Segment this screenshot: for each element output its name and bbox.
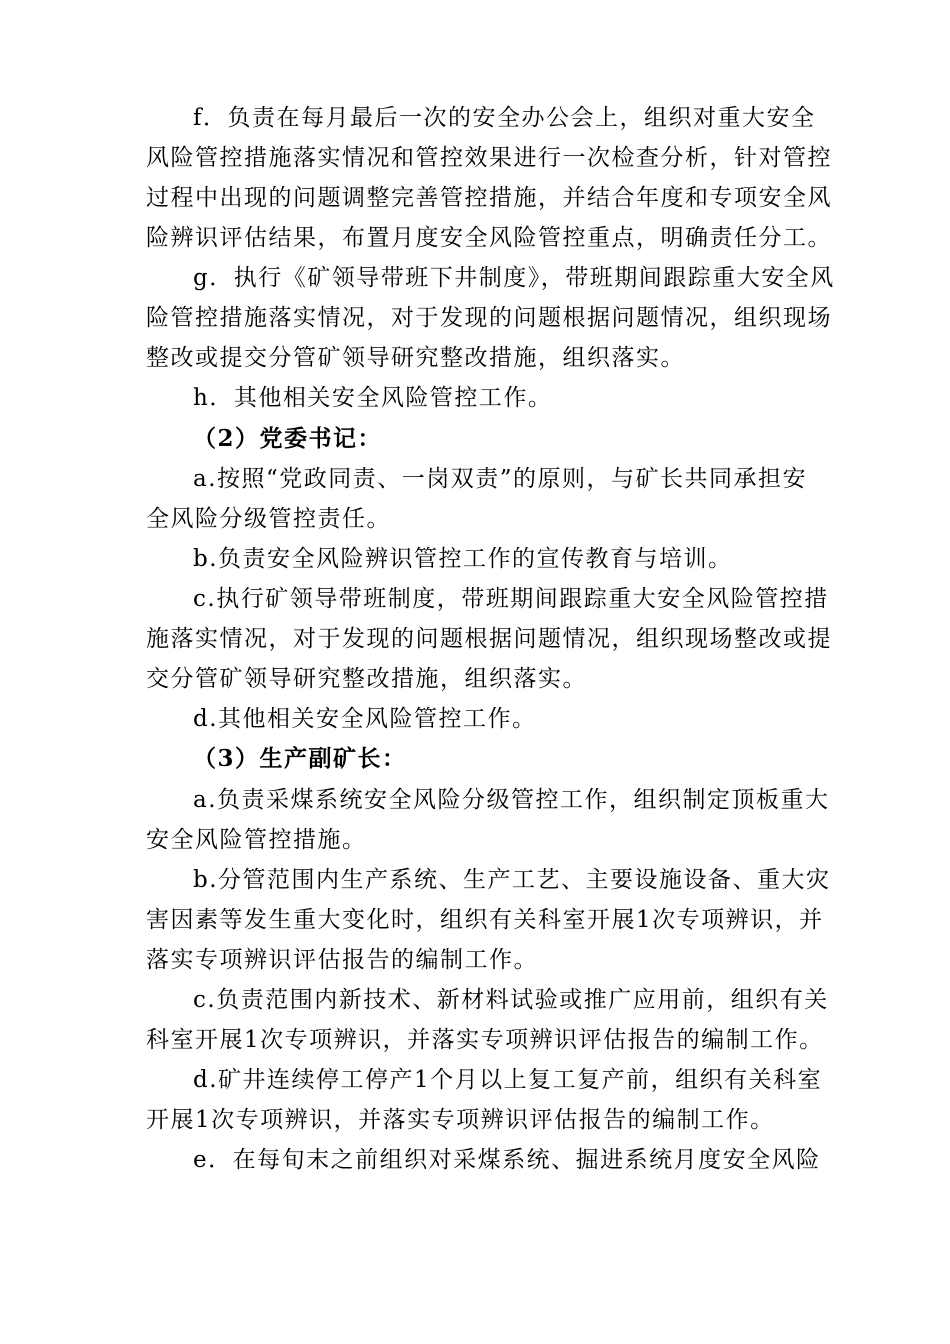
deputy-item-a-line-2: 安全风险管控措施。: [146, 827, 367, 853]
deputy-item-b-line-2: 害因素等发生重大变化时，组织有关科室开展1次专项辨识，并: [146, 907, 824, 933]
secretary-item-b: b.负责安全风险辨识管控工作的宣传教育与培训。: [193, 546, 733, 572]
paragraph-f-line-4: 险辨识评估结果，布置月度安全风险管控重点，明确责任分工。: [146, 225, 832, 251]
deputy-item-d-line-1: d.矿井连续停工停产1个月以上复工复产前，组织有关科室: [193, 1067, 823, 1093]
section-heading-production-deputy: （3）生产副矿长：: [193, 745, 407, 772]
paragraph-g-line-2: 险管控措施落实情况，对于发现的问题根据问题情况，组织现场: [146, 305, 832, 331]
paragraph-g-line-3: 整改或提交分管矿领导研究整改措施，组织落实。: [146, 345, 685, 371]
deputy-item-c-line-2: 科室开展1次专项辨识，并落实专项辨识评估报告的编制工作。: [146, 1027, 824, 1053]
deputy-item-a-line-1: a.负责采煤系统安全风险分级管控工作，组织制定顶板重大: [193, 787, 830, 813]
paragraph-f-line-3: 过程中出现的问题调整完善管控措施，并结合年度和专项安全风: [146, 185, 832, 211]
secretary-item-a-line-2: 全风险分级管控责任。: [146, 506, 391, 532]
deputy-item-c-line-1: c.负责范围内新技术、新材料试验或推广应用前，组织有关: [193, 987, 829, 1013]
secretary-item-d: d.其他相关安全风险管控工作。: [193, 706, 537, 732]
paragraph-h: h．其他相关安全风险管控工作。: [193, 385, 553, 411]
paragraph-f-line-1: f．负责在每月最后一次的安全办公会上，组织对重大安全: [193, 105, 816, 131]
section-heading-party-secretary: （2）党委书记：: [193, 425, 383, 452]
deputy-item-e-line-1: e．在每旬末之前组织对采煤系统、掘进系统月度安全风险: [193, 1147, 821, 1173]
deputy-item-b-line-1: b.分管范围内生产系统、生产工艺、主要设施设备、重大灾: [193, 867, 831, 893]
secretary-item-c-line-2: 施落实情况，对于发现的问题根据问题情况，组织现场整改或提: [146, 626, 832, 652]
secretary-item-c-line-3: 交分管矿领导研究整改措施，组织落实。: [146, 666, 587, 692]
deputy-item-b-line-3: 落实专项辨识评估报告的编制工作。: [146, 947, 538, 973]
paragraph-g-line-1: g．执行《矿领导带班下井制度》，带班期间跟踪重大安全风: [193, 265, 835, 291]
secretary-item-c-line-1: c.执行矿领导带班制度，带班期间跟踪重大安全风险管控措: [193, 586, 829, 612]
paragraph-f-line-2: 风险管控措施落实情况和管控效果进行一次检查分析，针对管控: [146, 145, 832, 171]
secretary-item-a-line-1: a.按照“党政同责、一岗双责”的原则，与矿长共同承担安: [193, 466, 808, 492]
deputy-item-d-line-2: 开展1次专项辨识，并落实专项辨识评估报告的编制工作。: [146, 1107, 775, 1133]
